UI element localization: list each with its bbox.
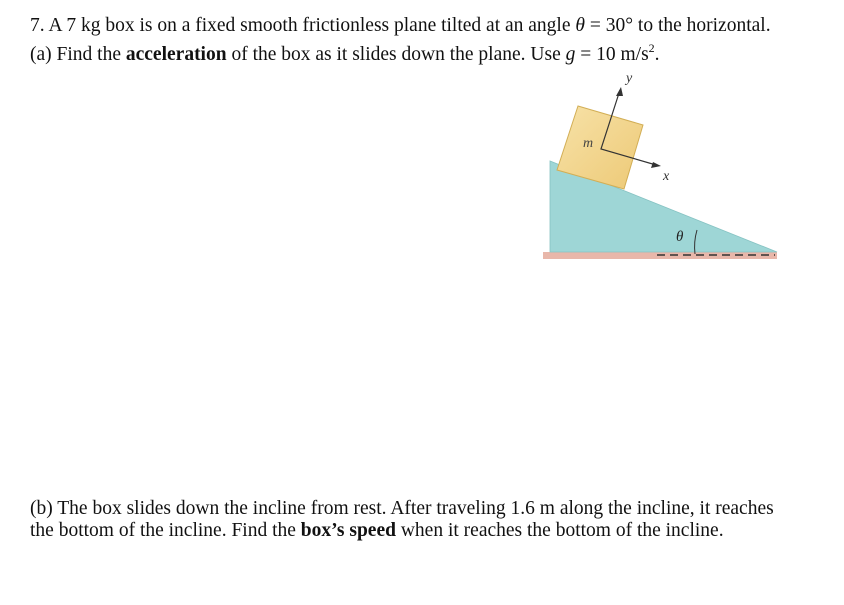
g-value: = 10 m/s <box>580 44 649 65</box>
g-end: . <box>654 44 660 65</box>
question-stem: A 7 kg box is on a fixed smooth frictionless plane tilted at an angle <box>48 15 571 36</box>
stem-end: to the horizontal. <box>637 15 771 36</box>
part-a-label: (a) <box>30 44 52 65</box>
part-a-line <box>30 43 660 67</box>
part-b-line-1: (b) The box slides down the incline from rest. After traveling 1.6 m along the incline, it reaches <box>30 498 774 519</box>
part-b-text-before: the bottom of the incline. Find the <box>30 520 296 541</box>
part-a-text-after: of the box as it slides down the plane. Use <box>231 44 561 65</box>
x-axis-label: x <box>663 169 670 184</box>
part-b-bold-term: box’s speed <box>300 520 396 541</box>
angle-label: θ <box>676 229 684 245</box>
theta-symbol: θ <box>575 15 585 36</box>
incline-diagram <box>540 68 784 268</box>
angle-value: = 30° <box>589 15 634 36</box>
question-number: 7. <box>30 15 45 36</box>
part-a-bold-term: acceleration <box>125 44 227 65</box>
g-exponent: 2 <box>648 41 655 55</box>
g-symbol: g <box>565 44 576 65</box>
part-a-text-before: Find the <box>56 44 121 65</box>
y-axis-label: y <box>626 71 633 86</box>
x-axis-arrowhead <box>651 162 661 168</box>
part-b-line-2 <box>30 519 724 543</box>
mass-label: m <box>583 136 594 151</box>
part-b-text-after: when it reaches the bottom of the incline. <box>400 520 724 541</box>
question-line-1 <box>30 14 771 38</box>
y-axis-arrowhead <box>616 87 623 96</box>
